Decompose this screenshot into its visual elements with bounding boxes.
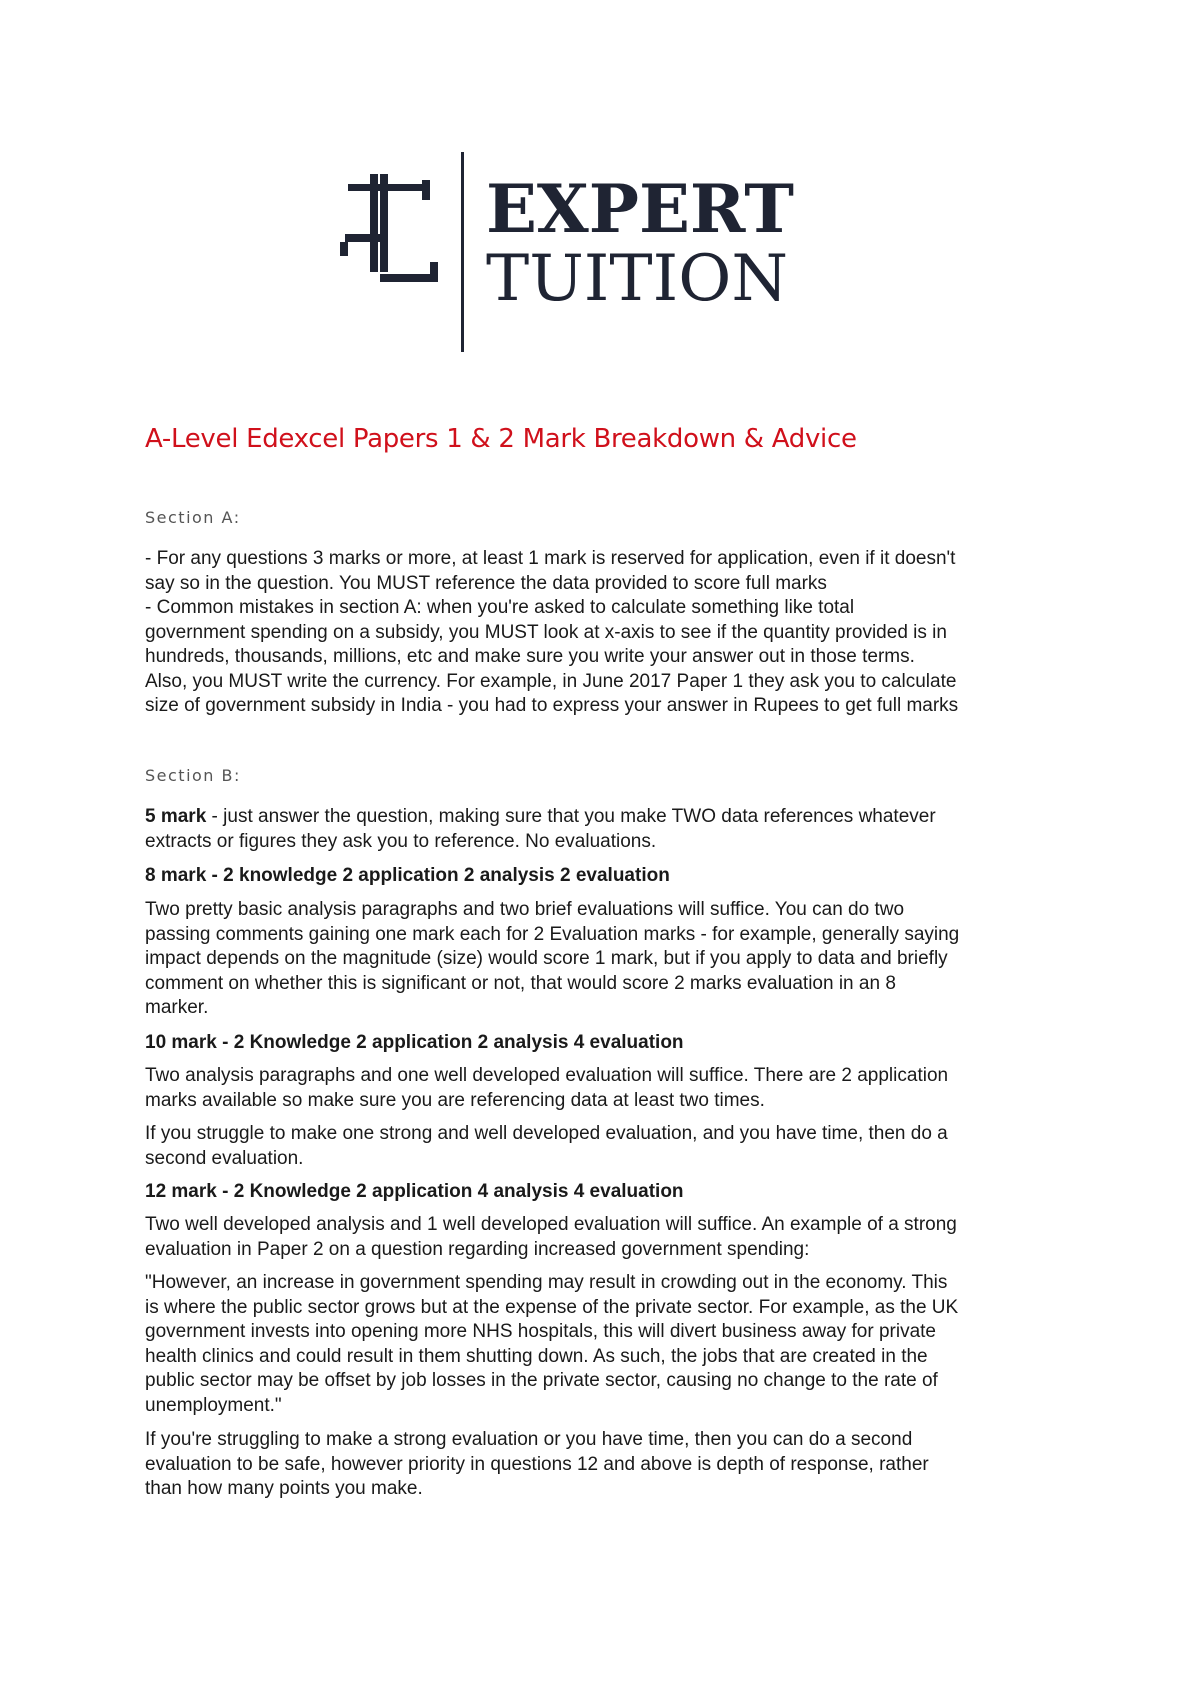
section-a-body [145, 547, 1075, 719]
eight-mark-paragraph [145, 898, 1075, 1021]
twelve-mark-heading: 12 mark - 2 Knowledge 2 application 4 analysis 4 evaluation [145, 1181, 684, 1202]
five-mark-heading: 5 mark [145, 806, 207, 827]
twelve-mark-quote-line: is where the public sector grows but at the expense of the private sector. For example, as the UK [145, 1296, 959, 1318]
ten-mark-line: Two analysis paragraphs and one well developed evaluation will suffice. There are 2 application [145, 1065, 949, 1086]
logo-line1: EXPERT [486, 170, 794, 248]
twelve-mark-line: evaluation in Paper 2 on a question regarding increased government spending: [145, 1238, 810, 1260]
twelve-mark-quote-line: public sector may be offset by job losses in the private sector, causing no change to the rate of [145, 1370, 938, 1391]
five-mark-text: - just answer the question, making sure that you make TWO data references whatever [206, 806, 936, 827]
section-a-line: - Common mistakes in section A: when you're asked to calculate something like total [145, 597, 855, 618]
expert-tuition-logo [340, 152, 860, 352]
eight-mark-line: passing comments gaining one mark each for 2 Evaluation marks - for example, generally saying [145, 923, 960, 945]
section-a-line: - For any questions 3 marks or more, at least 1 mark is reserved for application, even if it doesn't [145, 548, 956, 569]
ten-mark-paragraph-1 [145, 1064, 1075, 1113]
twelve-mark-quote-line: "However, an increase in government spending may result in crowding out in the economy. This [145, 1272, 948, 1293]
ten-mark-paragraph-2 [145, 1122, 1075, 1171]
five-mark-text-line2: extracts or figures they ask you to reference. No evaluations. [145, 830, 657, 852]
twelve-mark-paragraph-3 [145, 1428, 1075, 1502]
section-b-label: Section B: [145, 766, 241, 785]
section-a-label: Section A: [145, 508, 241, 527]
five-mark-paragraph [145, 805, 1075, 854]
ten-mark-heading: 10 mark - 2 Knowledge 2 application 2 analysis 4 evaluation [145, 1032, 684, 1053]
section-a-line: government spending on a subsidy, you MUST look at x-axis to see if the quantity provided is in [145, 621, 947, 643]
section-a-line: hundreds, thousands, millions, etc and make sure you write your answer out in those terms. [145, 646, 915, 667]
twelve-mark-quote-line: health clinics and could result in them shutting down. As such, the jobs that are created in the [145, 1345, 928, 1367]
ten-mark-line: If you struggle to make one strong and well developed evaluation, and you have time, then do a [145, 1123, 948, 1144]
section-a-line: Also, you MUST write the currency. For example, in June 2017 Paper 1 they ask you to calculate [145, 670, 957, 692]
logo-line2: TUITION [486, 242, 788, 316]
eight-mark-line: comment on whether this is significant or not, that would score 2 marks evaluation in an 8 [145, 972, 896, 994]
section-a-line: size of government subsidy in India - you had to express your answer in Rupees to get full marks [145, 695, 959, 716]
section-a-line: say so in the question. You MUST reference the data provided to score full marks [145, 572, 827, 594]
twelve-mark-line: evaluation to be safe, however priority in questions 12 and above is depth of response, rather [145, 1453, 929, 1475]
eight-mark-line: marker. [145, 997, 209, 1018]
ten-mark-line: second evaluation. [145, 1147, 304, 1169]
eight-mark-heading: 8 mark - 2 knowledge 2 application 2 analysis 2 evaluation [145, 865, 670, 886]
twelve-mark-quote-line: government invests into opening more NHS hospitals, this will divert business away for private [145, 1321, 936, 1342]
page-title: A-Level Edexcel Papers 1 & 2 Mark Breakdown & Advice [145, 424, 857, 454]
eight-mark-line: impact depends on the magnitude (size) would score 1 mark, but if you apply to data and briefly [145, 948, 948, 969]
logo-graphic [340, 152, 860, 352]
twelve-mark-paragraph-1 [145, 1213, 1075, 1262]
twelve-mark-quote [145, 1271, 1075, 1418]
twelve-mark-line: If you're struggling to make a strong evaluation or you have time, then you can do a second [145, 1429, 913, 1450]
twelve-mark-line: Two well developed analysis and 1 well developed evaluation will suffice. An example of a strong [145, 1214, 957, 1235]
twelve-mark-quote-line: unemployment." [145, 1394, 282, 1416]
eight-mark-line: Two pretty basic analysis paragraphs and two brief evaluations will suffice. You can do two [145, 899, 905, 920]
twelve-mark-line: than how many points you make. [145, 1478, 423, 1499]
ten-mark-line: marks available so make sure you are referencing data at least two times. [145, 1089, 765, 1111]
